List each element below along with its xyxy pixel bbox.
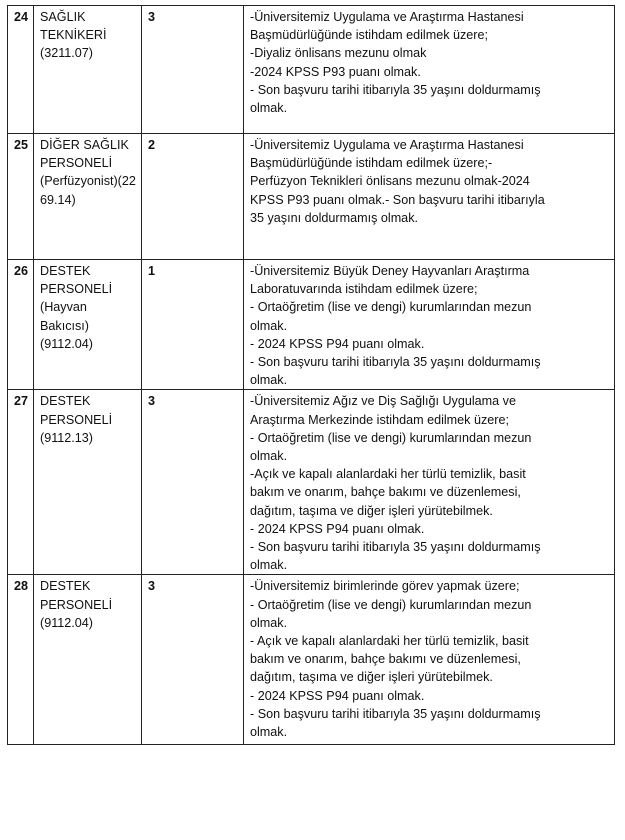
position-title: DESTEK PERSONELİ (Hayvan Bakıcısı) (9112.04) [34,260,142,390]
position-conditions: -Üniversitemiz Uygulama ve Araştırma Hastanesi Başmüdürlüğünde istihdam edilmek üzere; -Diyaliz önlisans mezunu olmak -2024 KPSS P93 puanı olmak. - Son başvuru tarihi itibarıyla 35 yaşını doldurmamış olmak. [244,6,615,134]
position-count: 3 [142,390,244,575]
table-row [8,260,615,390]
position-count: 3 [142,575,244,745]
table-row [8,390,615,575]
positions-table [7,5,615,745]
position-conditions: -Üniversitemiz birimlerinde görev yapmak üzere; - Ortaöğretim (lise ve dengi) kurumlarından mezun olmak. - Açık ve kapalı alanlardaki her türlü temizlik, basit bakım ve onarım, bahçe bakımı ve düzenlemesi, dağıtım, taşıma ve diğer işleri yürütebilmek. - 2024 KPSS P94 puanı olmak. - Son başvuru tarihi itibarıyla 35 yaşını doldurmamış olmak. [244,575,615,745]
position-title: DİĞER SAĞLIK PERSONELİ (Perfüzyonist)(22 69.14) [34,134,142,260]
table-row [8,6,615,134]
table-row [8,575,615,745]
row-number: 27 [8,390,34,575]
position-conditions: -Üniversitemiz Ağız ve Diş Sağlığı Uygulama ve Araştırma Merkezinde istihdam edilmek üzere; - Ortaöğretim (lise ve dengi) kurumlarından mezun olmak. -Açık ve kapalı alanlardaki her türlü temizlik, basit bakım ve onarım, bahçe bakımı ve düzenlemesi, dağıtım, taşıma ve diğer işleri yürütebilmek. - 2024 KPSS P94 puanı olmak. - Son başvuru tarihi itibarıyla 35 yaşını doldurmamış olmak. [244,390,615,575]
position-count: 3 [142,6,244,134]
row-number: 25 [8,134,34,260]
position-conditions: -Üniversitemiz Büyük Deney Hayvanları Araştırma Laboratuvarında istihdam edilmek üzere; - Ortaöğretim (lise ve dengi) kurumlarından mezun olmak. - 2024 KPSS P94 puanı olmak. - Son başvuru tarihi itibarıyla 35 yaşını doldurmamış olmak. [244,260,615,390]
position-count: 2 [142,134,244,260]
position-title: SAĞLIK TEKNİKERİ (3211.07) [34,6,142,134]
position-conditions: -Üniversitemiz Uygulama ve Araştırma Hastanesi Başmüdürlüğünde istihdam edilmek üzere;- Perfüzyon Teknikleri önlisans mezunu olmak-2024 KPSS P93 puanı olmak.- Son başvuru tarihi itibarıyla 35 yaşını doldurmamış olmak. [244,134,615,260]
row-number: 24 [8,6,34,134]
row-number: 26 [8,260,34,390]
position-count: 1 [142,260,244,390]
row-number: 28 [8,575,34,745]
table-row [8,134,615,260]
position-title: DESTEK PERSONELİ (9112.13) [34,390,142,575]
position-title: DESTEK PERSONELİ (9112.04) [34,575,142,745]
